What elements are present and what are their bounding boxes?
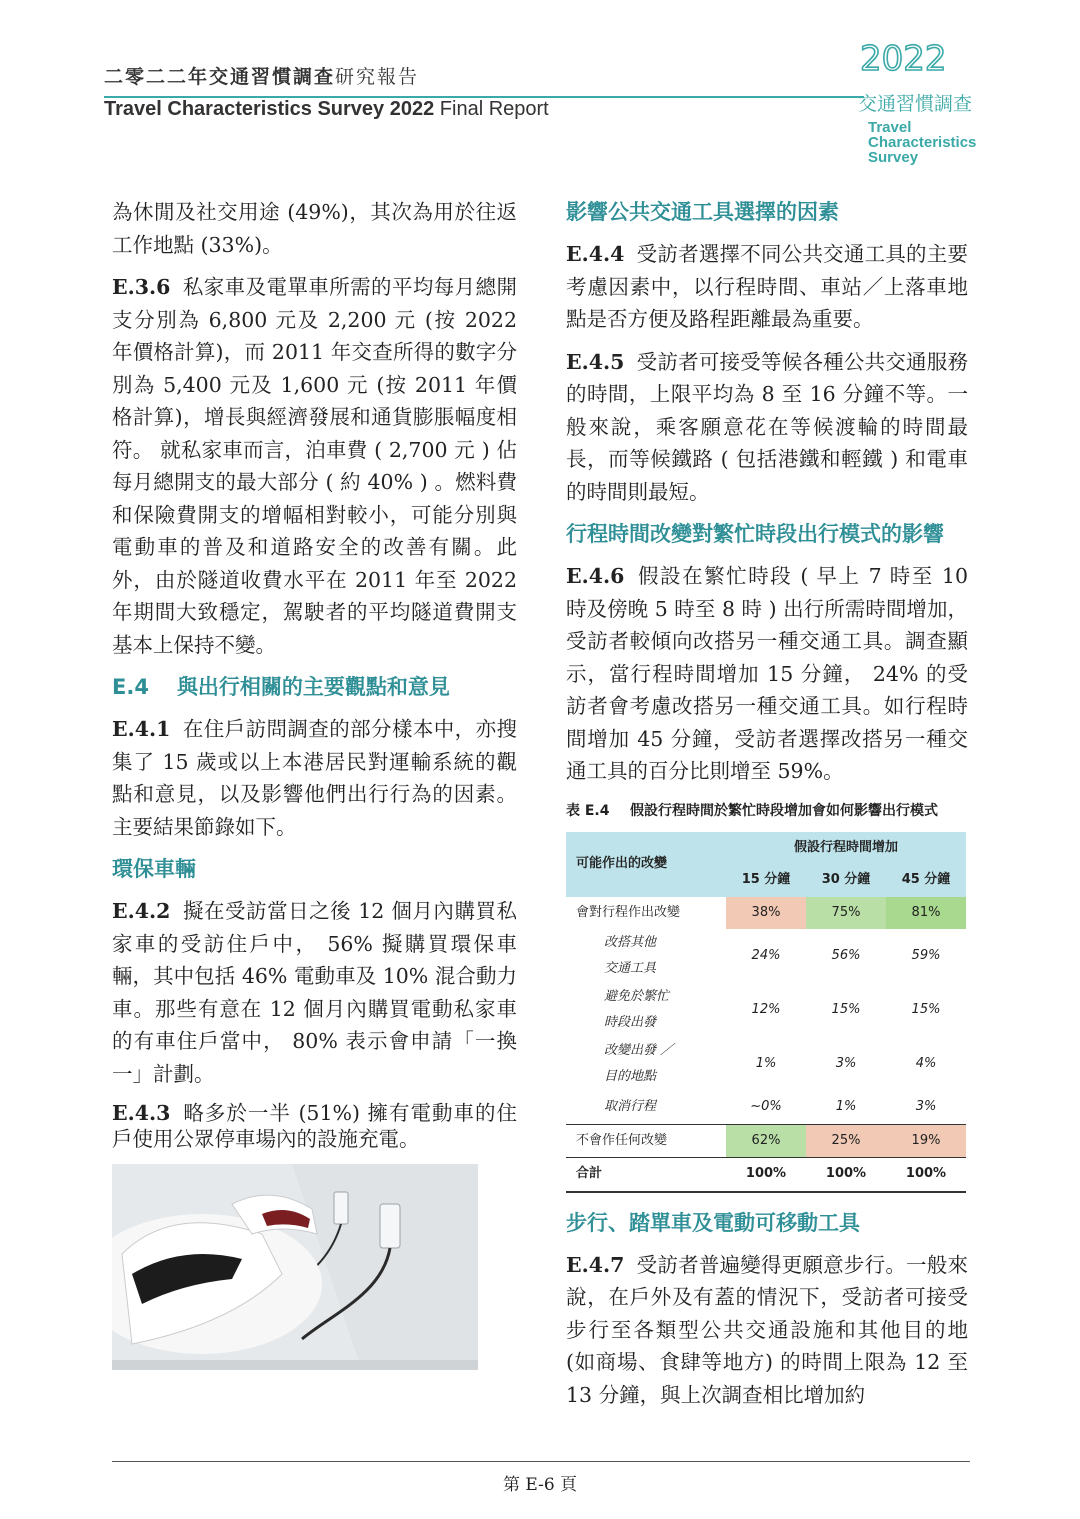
table-group-head: 假設行程時間增加 — [726, 832, 966, 865]
cell: 3% — [915, 1099, 937, 1114]
row-label — [566, 1037, 726, 1091]
paragraph-continued: 為休閒及社交用途 (49%)，其次為用於往返工作地點 (33%)。 — [112, 200, 517, 257]
logo-zh: 交通習慣調查 — [858, 93, 973, 115]
cell: 4% — [915, 1055, 937, 1071]
para-id-e45: E.4.5 — [566, 349, 625, 374]
row-label-b: 目的地點 — [604, 1069, 657, 1084]
table-row — [566, 1124, 966, 1158]
header-title-en-bold: Travel Characteristics Survey 2022 — [104, 98, 435, 120]
row-label-a: 改搭其他 — [604, 935, 657, 950]
row-label: 取消行程 — [604, 1099, 657, 1115]
row-label: 合計 — [576, 1166, 603, 1181]
row-label: 會對行程作出改變 — [576, 904, 681, 920]
logo-en-2: Characteristics — [868, 134, 977, 151]
header-title-zh — [104, 62, 419, 89]
cell: 1% — [835, 1099, 857, 1114]
para-id-e41: E.4.1 — [112, 717, 171, 741]
logo-year: 2022 — [860, 40, 947, 79]
table-caption — [566, 798, 968, 824]
section-number-e4: E.4 — [112, 675, 149, 699]
table-row — [566, 897, 966, 930]
header-title-en-light: Final Report — [439, 98, 549, 120]
header-title-zh-bold: 二零二二年交通習慣調查 — [104, 66, 336, 88]
table-header-row-1 — [566, 832, 966, 865]
table-col-15: 15 分鐘 — [726, 864, 806, 897]
left-column — [112, 196, 517, 1370]
cell: 24% — [751, 947, 781, 963]
survey-logo — [858, 40, 988, 170]
table-col-head: 可能作出的改變 — [566, 832, 726, 897]
table-e4 — [566, 832, 966, 1193]
footer-rule — [112, 1461, 970, 1462]
subheading-peak: 行程時間改變對繁忙時段出行模式的影響 — [566, 522, 944, 546]
para-id-e44: E.4.4 — [566, 242, 625, 266]
cell: 100% — [745, 1166, 787, 1181]
row-label-a: 改變出發 ／ — [604, 1043, 674, 1058]
table-row — [566, 1037, 966, 1091]
row-label: 不會作任何改變 — [576, 1132, 668, 1148]
para-text-e47: 受訪者普遍變得更願意步行。一般來說，在戶外及有蓋的情況下，受訪者可接受步行至各類型公共交通設施和其他目的地 (如商場、食肆等地方) 的時間上限為 12 至 13 分鐘，與上次調查相比增加約 — [566, 1252, 968, 1407]
para-text-e43: 略多於一半 (51%) 擁有電動車的住戶使用公眾停車場內的設施充電。 — [112, 1101, 517, 1151]
cell: 62% — [726, 1124, 806, 1158]
cell: 100% — [905, 1166, 947, 1181]
row-label-b: 交通工具 — [604, 961, 657, 976]
para-text-e41: 在住戶訪問調查的部分樣本中，亦搜集了 15 歲或以上本港居民對運輸系統的觀點和意見，以及影響他們出行行為的因素。主要結果節錄如下。 — [112, 717, 517, 839]
para-text-e45: 受訪者可接受等候各種公共交通服務的時間，上限平均為 8 至 16 分鐘不等。一般來說，乘客願意花在等候渡輪的時間最長，而等候鐵路 ( 包括港鐵和輕鐵 ) 和電車的時間則最短。 — [566, 349, 968, 504]
ev-charging-photo — [112, 1164, 478, 1370]
cell: 3% — [835, 1055, 857, 1071]
para-id-e47: E.4.7 — [566, 1252, 625, 1277]
cell: 100% — [825, 1166, 867, 1181]
section-title-e4: 與出行相關的主要觀點和意見 — [176, 675, 450, 699]
table-row — [566, 929, 966, 983]
cell: 81% — [886, 897, 966, 930]
paragraph-e36 — [112, 271, 517, 661]
para-id-e46: E.4.6 — [566, 564, 625, 588]
cell: 25% — [806, 1124, 886, 1158]
cell: ~0% — [750, 1099, 782, 1114]
paragraph-e46 — [566, 560, 968, 788]
cell: 12% — [751, 1001, 781, 1017]
paragraph-e41 — [112, 713, 517, 843]
table-col-30: 30 分鐘 — [806, 864, 886, 897]
subheading-green-vehicles: 環保車輛 — [112, 857, 196, 881]
row-label-a: 避免於繁忙 — [604, 989, 670, 1004]
logo-en-1: Travel — [868, 119, 912, 136]
table-row — [566, 1091, 966, 1124]
cell: 1% — [755, 1055, 777, 1071]
table-title: 假設行程時間於繁忙時段增加會如何影響出行模式 — [630, 802, 938, 819]
subheading-factors: 影響公共交通工具選擇的因素 — [566, 200, 839, 224]
header-title-zh-light: 研究報告 — [335, 66, 420, 88]
paragraph-e45 — [566, 346, 968, 509]
header-title-en — [104, 98, 549, 121]
paragraph-e47 — [566, 1249, 968, 1412]
row-label-b: 時段出發 — [604, 1015, 657, 1030]
cell: 38% — [726, 897, 806, 930]
cell: 15% — [911, 1001, 941, 1017]
para-id-e42: E.4.2 — [112, 899, 171, 923]
paragraph-e43 — [112, 1100, 517, 1152]
table-total-row — [566, 1158, 966, 1192]
subheading-walk: 步行、踏單車及電動可移動工具 — [566, 1210, 860, 1235]
right-column — [566, 196, 968, 1421]
para-text-e42: 擬在受訪當日之後 12 個月內購買私家車的受訪住戶中， 56% 擬購買環保車輛，其中包括 46% 電動車及 10% 混合動力車。那些有意在 12 個月內購買電動私家車的有車住戶當中， 80% 表示會申請「一換一」計劃。 — [112, 899, 517, 1086]
paragraph-e44 — [566, 238, 968, 336]
table-label: 表 E.4 — [566, 802, 610, 819]
cell: 15% — [831, 1001, 861, 1017]
para-id-e36: E.3.6 — [112, 275, 171, 299]
para-text-e44: 受訪者選擇不同公共交通工具的主要考慮因素中，以行程時間、車站／上落車地點是否方便及路程距離最為重要。 — [566, 242, 968, 331]
cell: 56% — [831, 947, 861, 963]
table-col-45: 45 分鐘 — [886, 864, 966, 897]
logo-en-3: Survey — [868, 149, 919, 166]
para-text-e46: 假設在繁忙時段 ( 早上 7 時至 10 時及傍晚 5 時至 8 時 ) 出行所需時間增加，受訪者較傾向改搭另一種交通工具。調查顯示，當行程時間增加 15 分鐘， 24% 的受訪者會考慮改搭另一種交通工具。如行程時間增加 45 分鐘，受訪者選擇改搭另一種交通工具的百分比則增至 59%。 — [566, 564, 968, 783]
para-id-e43: E.4.3 — [112, 1101, 171, 1125]
row-label — [566, 929, 726, 983]
table-row — [566, 983, 966, 1037]
ev-charging-illustration — [112, 1164, 478, 1370]
section-heading-e4 — [112, 671, 517, 703]
cell: 59% — [911, 947, 941, 963]
paragraph-e42 — [112, 895, 517, 1090]
cell: 75% — [806, 897, 886, 930]
para-text-e36: 私家車及電單車所需的平均每月總開支分別為 6,800 元及 2,200 元 (按 2022 年價格計算)，而 2011 年交查所得的數字分別為 5,400 元及 1,600 元 (按 2011 年價格計算)，增長與經濟發展和通貨膨脹幅度相符。 就私家車而言，泊車費 ( 2,700 元 ) 佔每月總開支的最大部分 ( 約 40% ) 。燃料費和保險費開支的增幅相對較小，可能分別與電動車的普及和道路安全的改善有關。此外，由於隧道收費水平在 2011 年至 2022 年期間大致穩定，駕駛者的平均隧道費開支基本上保持不變。 — [112, 275, 517, 657]
page-number: 第 E-6 頁 — [502, 1475, 578, 1495]
row-label — [566, 983, 726, 1037]
cell: 19% — [886, 1124, 966, 1158]
